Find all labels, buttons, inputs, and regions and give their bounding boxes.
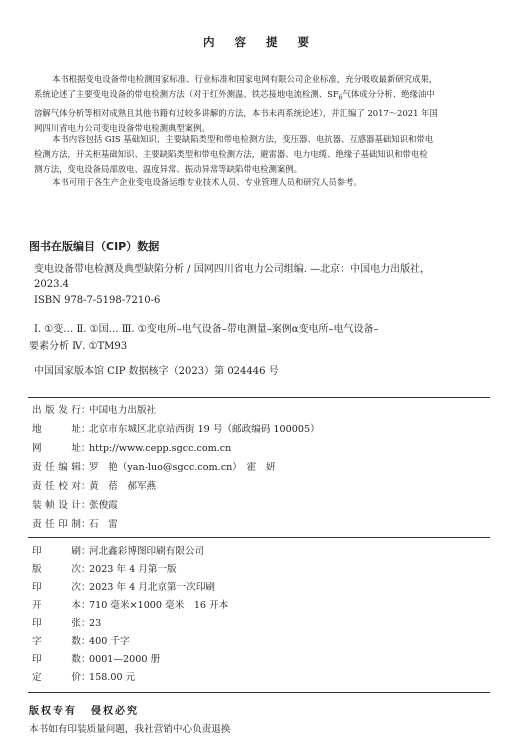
price-row: 定 价：158.00 元 — [32, 669, 135, 683]
sf6-subscript: 6 — [338, 94, 343, 102]
print-run-label: 印 数 — [32, 654, 81, 665]
edition-row: 版 次：2023 年 4 月第一版 — [32, 561, 177, 575]
abstract-paragraph-1 — [34, 72, 486, 136]
divider-top — [28, 397, 490, 398]
divider-bottom — [28, 692, 490, 693]
impression-value: 2023 年 4 月北京第一次印刷 — [89, 582, 216, 593]
edition-value: 2023 年 4 月第一版 — [89, 564, 177, 575]
word-count-row: 字 数：400 千字 — [32, 633, 130, 647]
editor-label: 责任编辑 — [32, 462, 81, 473]
impression-label: 印 次 — [32, 582, 81, 593]
divider-middle — [28, 537, 490, 538]
rights-heading — [29, 702, 139, 717]
infringement-notice: 侵权必究 — [91, 706, 139, 717]
publisher-value: 中国电力出版社 — [89, 405, 157, 416]
format-label: 开 本 — [32, 600, 81, 611]
sheets-label: 印 张 — [32, 618, 81, 629]
printer-row: 印 刷：河北鑫彩博图印刷有限公司 — [32, 543, 204, 557]
printer-label: 印 刷 — [32, 546, 81, 557]
address-value: 北京市东城区北京站西街 19 号（邮政编码 100005） — [89, 424, 320, 435]
cip-line-1: 变电设备带电检测及典型缺陷分析 / 国网四川省电力公司组编. —北京：中国电力出版社， — [34, 264, 431, 275]
designer-value: 张俊霞 — [89, 500, 118, 511]
abstract-p1-line-2 — [34, 87, 486, 106]
designer-label: 装帧设计 — [32, 500, 81, 511]
website-row: 网 址：http://www.cepp.sgcc.com.cn — [32, 440, 231, 454]
printer-value: 河北鑫彩博图印刷有限公司 — [89, 546, 205, 557]
format-value: 710 毫米×1000 毫米 16 开本 — [89, 600, 229, 611]
print-manager-row: 责任印制：石 雷 — [32, 516, 118, 530]
editor-row: 责任编辑：罗 艳（yan-luo@sgcc.com.cn） 霍 妍 — [32, 459, 275, 473]
abstract-p1-line-4: 网四川省电力公司变电设备带电检测典型案例。 — [34, 122, 210, 133]
print-run-value: 0001—2000 册 — [89, 654, 161, 665]
format-row: 开 本：710 毫米×1000 毫米 16 开本 — [32, 597, 228, 611]
proofreader-value: 黄 蓓 郝军燕 — [89, 481, 157, 492]
abstract-paragraph-2 — [34, 132, 486, 177]
cip-line-2: 2023.4 — [34, 279, 69, 290]
abstract-p2-line-3: 测方法，变电设备局部放电、温度异常、振动异常等缺陷带电检测案例。 — [34, 164, 302, 174]
print-manager-value: 石 雷 — [89, 519, 118, 530]
address-row: 地 址：北京市东城区北京站西街 19 号（邮政编码 100005） — [32, 421, 320, 435]
word-count-label: 字 数 — [32, 636, 81, 647]
price-label: 定 价 — [32, 672, 81, 683]
abstract-p1-line-1: 本书根据变电设备带电检测国家标准、行业标准和国家电网有限公司企业标准，充分吸收最新研究成果， — [52, 74, 438, 84]
publisher-row: 出版发行：中国电力出版社 — [32, 402, 156, 416]
proofreader-label: 责任校对 — [32, 481, 81, 492]
abstract-p1-line-2-post: 气体成分分析、绝缘油中 — [342, 89, 435, 99]
abstract-p1-line-2-pre: 系统论述了主要变电设备的带电检测方法（对于红外测温、铁芯接地电流检测、SF — [34, 89, 339, 99]
rights-reserved: 版权专有 — [29, 706, 77, 717]
cip-isbn: ISBN 978-7-5198-7210-6 — [34, 295, 161, 306]
cip-classification-1: Ⅰ. ①变… Ⅱ. ①国… Ⅲ. ①变电所–电气设备–带电测量–案例α变电所–电气设备– — [34, 324, 379, 335]
price-value: 158.00 元 — [89, 672, 136, 683]
sheets-row: 印 张：23 — [32, 615, 101, 629]
return-policy-note: 本书如有印装质量问题，我社营销中心负责退换 — [29, 724, 231, 735]
abstract-title: 内 容 提 要 — [202, 35, 317, 49]
abstract-p1-line-3: 溶解气体分析等相对成熟且其他书籍有过较多讲解的方法，本书未再系统论述），并汇编了 2017～2021 年国 — [34, 107, 438, 118]
website-label: 网 址 — [32, 443, 81, 454]
proofreader-row: 责任校对：黄 蓓 郝军燕 — [32, 478, 156, 492]
print-run-row: 印 数：0001—2000 册 — [32, 651, 160, 665]
impression-row: 印 次：2023 年 4 月北京第一次印刷 — [32, 579, 215, 593]
word-count-value: 400 千字 — [89, 636, 130, 647]
abstract-p3-line-1: 本书可用于各生产企业变电设备运维专业技术人员、专业管理人员和研究人员参考。 — [52, 177, 362, 187]
abstract-p2-line-1: 本书内容包括 GIS 基础知识、主要缺陷类型和带电检测方法，变压器、电抗器、互感器基础知识和带电 — [52, 134, 434, 144]
print-manager-label: 责任印制 — [32, 519, 81, 530]
cip-classification-2: 要素分析 Ⅳ. ①TM93 — [29, 341, 128, 352]
publisher-label: 出版发行 — [32, 405, 81, 416]
sheets-value: 23 — [89, 618, 102, 629]
address-label: 地 址 — [32, 424, 81, 435]
edition-label: 版 次 — [32, 564, 81, 575]
editor-value: 罗 艳（yan-luo@sgcc.com.cn） 霍 妍 — [89, 462, 276, 473]
website-value: http://www.cepp.sgcc.com.cn — [89, 443, 232, 454]
abstract-paragraph-3 — [34, 175, 486, 190]
designer-row: 装帧设计：张俊霞 — [32, 497, 118, 511]
abstract-p2-line-2: 检测方法，开关柜基础知识、主要缺陷类型和带电检测方法，避雷器、电力电缆、绝缘子基础知识和带电检 — [34, 149, 428, 159]
cip-library-number: 中国国家版本馆 CIP 数据核字（2023）第 024446 号 — [34, 366, 279, 377]
cip-title: 图书在版编目（CIP）数据 — [29, 240, 160, 253]
